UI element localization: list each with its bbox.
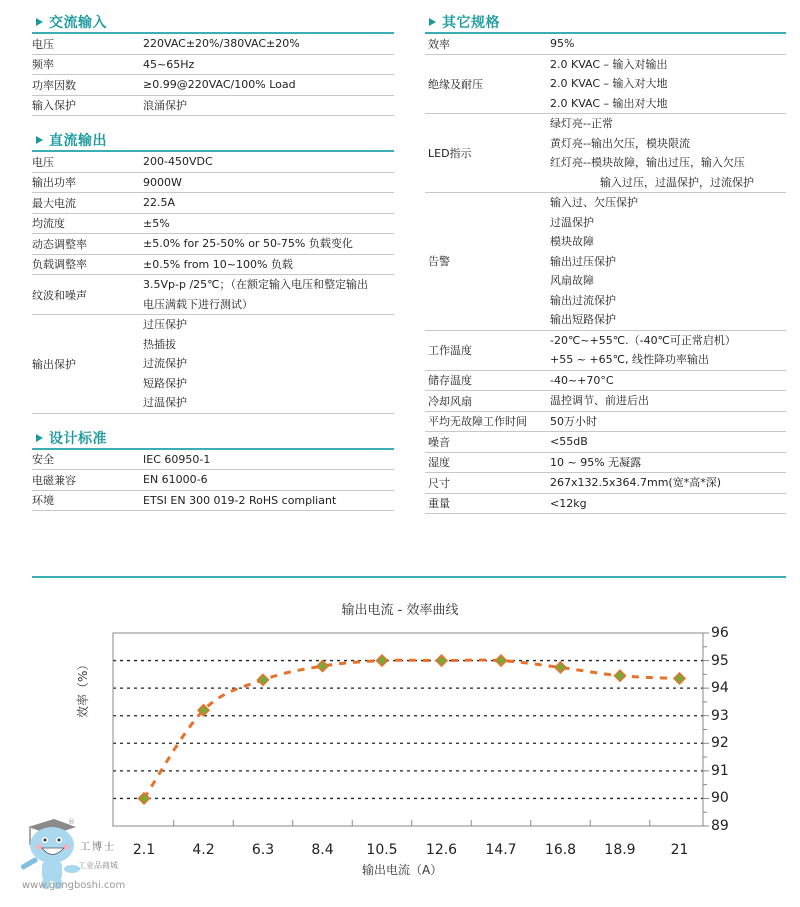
spec-value-line: -40~+70°C	[550, 373, 614, 387]
spec-value-line: 输入过压，过温保护，过流保护	[600, 175, 754, 189]
spec-value-line: <12kg	[550, 496, 587, 510]
spec-label: 告警	[425, 193, 550, 331]
spec-value-line: -20℃~+55℃.（-40℃可正常启机）	[550, 333, 736, 347]
spec-value-line: 9000W	[143, 175, 182, 189]
spec-label: 储存温度	[425, 370, 550, 391]
y-tick-label: 92	[711, 735, 729, 752]
spec-value-line: 红灯亮--模块故障，输出过压，输入欠压	[550, 156, 745, 169]
spec-label: 纹波和噪声	[32, 275, 143, 315]
diamond-marker-icon	[615, 670, 626, 681]
spec-value-line: +55 ~ +65℃, 线性降功率输出	[550, 353, 709, 366]
spec-label: 尺寸	[425, 473, 550, 494]
section-title: 其它规格	[442, 15, 500, 31]
spec-value-line: IEC 60950-1	[143, 452, 211, 466]
x-tick-label: 16.8	[544, 842, 577, 858]
y-axis-label: 效率（%）	[76, 658, 90, 718]
spec-label: 环境	[32, 490, 143, 511]
spec-label: 效率	[425, 34, 550, 54]
spec-label: 冷却风扇	[425, 391, 550, 412]
spec-value-line: 过温保护	[143, 396, 187, 409]
spec-value-line: 温控调节、前进后出	[550, 394, 649, 407]
y-tick-label: 91	[711, 762, 729, 779]
spec-value-line: 2.0 KVAC – 输入对大地	[550, 77, 668, 90]
spec-label: 电压	[32, 152, 143, 172]
x-tick-label: 14.7	[485, 842, 517, 858]
section-title: 直流输出	[49, 133, 107, 149]
spec-value-line: 浪涌保护	[143, 98, 187, 112]
spec-value-line: EN 61000-6	[143, 473, 208, 486]
spec-value-line: 输出过压保护	[550, 254, 616, 268]
spec-label: 输入保护	[32, 95, 143, 116]
x-tick-label: 2.1	[132, 842, 156, 858]
diamond-marker-icon	[555, 662, 566, 673]
y-tick-label: 94	[711, 680, 729, 697]
x-tick-label: 6.3	[251, 842, 275, 858]
section-title: 交流输入	[49, 15, 107, 31]
diamond-marker-icon	[436, 655, 447, 666]
spec-label: 动态调整率	[32, 234, 143, 255]
x-tick-label: 8.4	[311, 842, 334, 858]
x-tick-label: 18.9	[604, 842, 636, 858]
x-tick-label: 4.2	[192, 842, 215, 858]
efficiency-curve	[144, 660, 680, 798]
x-tick-label: 10.5	[366, 842, 398, 858]
brand-name: 工博士	[80, 842, 116, 853]
spec-value-line: ±0.5% from 10~100% 负载	[143, 257, 293, 271]
spec-label: 平均无故障工作时间	[425, 411, 550, 432]
spec-label: 电磁兼容	[32, 470, 143, 491]
brand-subtitle: 工业品商城	[78, 861, 118, 870]
spec-value-line: 电压满载下进行测试）	[143, 297, 253, 311]
y-tick-label: 90	[711, 790, 729, 807]
spec-value-line: 黄灯亮--输出欠压，模块限流	[550, 136, 690, 150]
spec-value-line: 22.5A	[143, 196, 176, 209]
y-tick-label: 95	[711, 652, 729, 669]
spec-value-line: 45~65Hz	[143, 57, 195, 71]
registered-mark: ®	[68, 818, 75, 826]
diamond-marker-icon	[258, 674, 269, 685]
spec-value-line: 220VAC±20%/380VAC±20%	[143, 37, 300, 50]
spec-value-line: ≥0.99@220VAC/100% Load	[143, 78, 296, 91]
brand-url: www.gongboshi.com	[22, 880, 126, 891]
x-axis-label: 输出电流（A）	[362, 863, 443, 877]
spec-label: 功率因数	[32, 75, 143, 96]
spec-value-line: 绿灯亮--正常	[550, 117, 613, 130]
section-title: 设计标准	[49, 430, 107, 447]
spec-label: 均流度	[32, 213, 143, 234]
spec-value-line: ±5.0% for 25-50% or 50-75% 负载变化	[143, 237, 353, 250]
spec-label: 噪音	[425, 432, 550, 453]
chart-title: 输出电流 - 效率曲线	[341, 603, 459, 618]
chart-gridlines	[113, 661, 703, 799]
spec-label: 安全	[32, 450, 143, 470]
diamond-marker-icon	[377, 655, 388, 666]
spec-value-line: 过温保护	[550, 215, 594, 229]
spec-label: 输出功率	[32, 172, 143, 193]
y-tick-label: 93	[711, 707, 729, 724]
spec-value-line: 3.5Vp-p /25℃；（在额定输入电压和整定输出	[143, 278, 369, 291]
data-markers	[139, 655, 686, 804]
spec-value-line: 10 ~ 95% 无凝露	[550, 455, 642, 469]
plot-frame	[113, 633, 703, 826]
spec-value-line: 267x132.5x364.7mm(宽*高*深)	[550, 476, 722, 489]
spec-label: 湿度	[425, 452, 550, 473]
spec-label: 工作温度	[425, 330, 550, 370]
spec-value-line: 50万小时	[550, 414, 597, 428]
spec-value-line: ±5%	[143, 216, 170, 230]
spec-value-line: 模块故障	[550, 235, 594, 248]
spec-label: 绝缘及耐压	[425, 54, 550, 114]
spec-value-line: 95%	[550, 37, 575, 50]
spec-label: 最大电流	[32, 193, 143, 214]
spec-value-line: ETSI EN 300 019-2 RoHS compliant	[143, 493, 337, 507]
spec-value-line: 短路保护	[143, 376, 187, 390]
spec-value-line: 2.0 KVAC – 输出对大地	[550, 96, 668, 110]
spec-value-line: 过压保护	[143, 318, 187, 331]
spec-value-line: 输出过流保护	[550, 293, 616, 307]
y-tick-label: 89	[711, 818, 729, 834]
spec-label: 负载调整率	[32, 254, 143, 275]
diamond-marker-icon	[496, 655, 507, 666]
spec-value-line: 2.0 KVAC – 输入对输出	[550, 57, 668, 71]
spec-label: 电压	[32, 34, 143, 54]
spec-value-line: 输入过、欠压保护	[550, 196, 638, 209]
x-tick-label: 21	[670, 842, 689, 858]
spec-label: 频率	[32, 54, 143, 75]
spec-value-line: <55dB	[550, 435, 588, 448]
spec-value-line: 风扇故障	[550, 274, 594, 287]
spec-label: 重量	[425, 493, 550, 514]
spec-label: 输出保护	[32, 315, 143, 414]
spec-label: LED指示	[425, 114, 550, 193]
diamond-marker-icon	[317, 661, 328, 672]
diamond-marker-icon	[674, 673, 685, 684]
spec-value-line: 过流保护	[143, 357, 187, 370]
spec-value-line: 输出短路保护	[550, 313, 616, 326]
y-tick-label: 96	[711, 625, 729, 641]
x-tick-label: 12.6	[425, 842, 458, 858]
spec-value-line: 热插拔	[143, 337, 176, 351]
spec-value-line: 200-450VDC	[143, 155, 213, 168]
